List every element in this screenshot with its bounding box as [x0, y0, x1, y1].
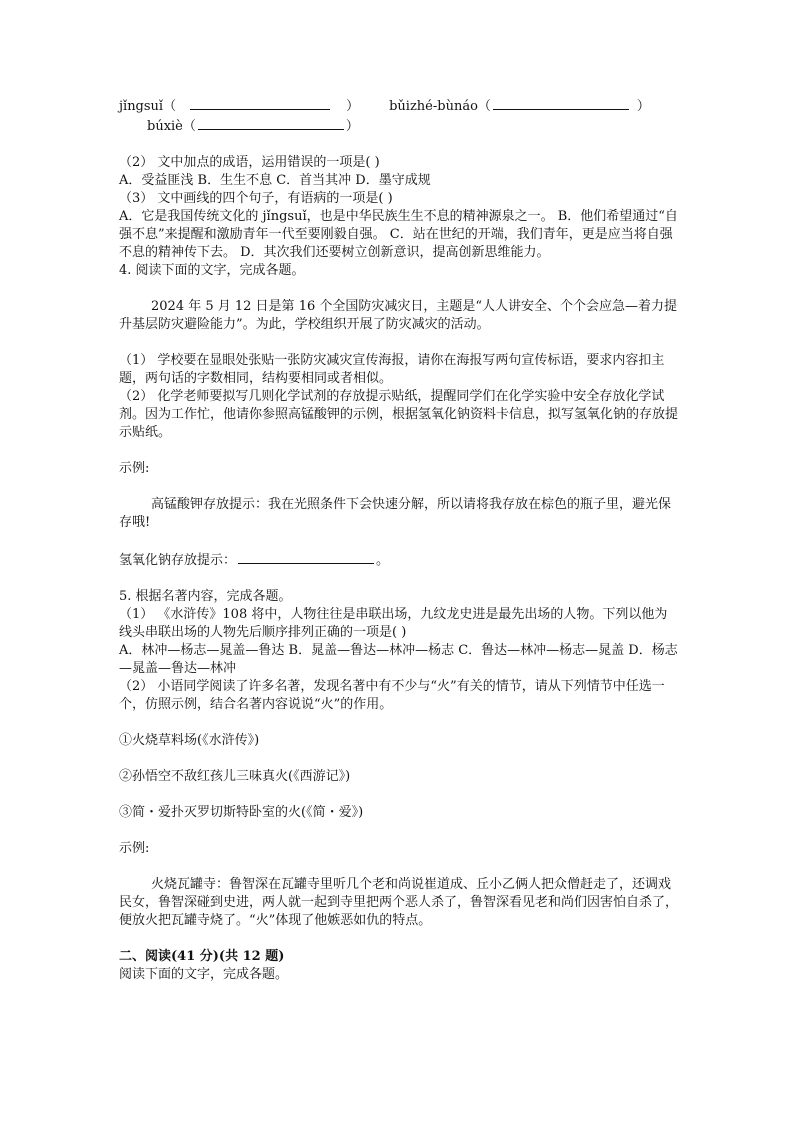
section-4-passage: 2024 年 5 月 12 日是第 16 个全国防灾减灾日，主题是“人人讲安全、个个会应急—着力提升基层防灾避险能力”。为此，学校组织开展了防灾减灾的活动。 [119, 299, 678, 332]
answer-blank[interactable] [493, 96, 629, 110]
exam-page [119, 96, 679, 984]
section-4-title: 4. 阅读下面的文字，完成各题。 [119, 263, 305, 278]
part-2-heading: 二、阅读(41 分)(共 12 题) [119, 949, 285, 964]
choice-1: ①火烧草料场(《水浒传》) [119, 733, 260, 748]
section-4-answer-line [119, 550, 679, 570]
answer-blank[interactable] [190, 96, 330, 110]
answer-label: 氢氧化钠存放提示： [119, 553, 237, 568]
answer-blank[interactable] [238, 550, 374, 564]
question-2-stem: （2） 文中加点的成语，运用错误的一项是( ) [119, 155, 380, 170]
section-4-question-2: （2） 化学老师要拟写几则化学试剂的存放提示贴纸，提醒同学们在化学实验中安全存放化学试剂。因为工作忙，他请你参照高锰酸钾的示例，根据氢氧化钠资料卡信息，拟写氢氧化钠的存放提示贴纸。 [119, 389, 679, 440]
pinyin-close: ） [636, 99, 650, 114]
pinyin-row-1 [119, 96, 679, 116]
pinyin-item-buxie [147, 116, 359, 136]
pinyin-label: búxiè（ [147, 119, 196, 134]
answer-end: 。 [376, 553, 390, 568]
pinyin-row-2 [119, 116, 679, 136]
answer-blank[interactable] [198, 116, 344, 130]
pinyin-close: ） [345, 119, 359, 134]
section-4-example-text: 高锰酸钾存放提示：我在光照条件下会快速分解，所以请将我存放在棕色的瓶子里，避光保存哦! [119, 497, 672, 530]
pinyin-label: jǐngsuǐ（ [119, 99, 177, 114]
part-2-intro: 阅读下面的文字，完成各题。 [119, 967, 289, 982]
question-3-stem: （3） 文中画线的四个句子，有语病的一项是( ) [119, 191, 393, 206]
section-4-question-1: （1） 学校要在显眼处张贴一张防灾减灾宣传海报，请你在海报写两句宣传标语，要求内容扣主题，两句话的字数相同，结构要相同或者相似。 [119, 353, 665, 386]
question-3-options: A．它是我国传统文化的 jǐngsuǐ，也是中华民族生生不息的精神源泉之一。 B．他们希望通过“自强不息”来提醒和激励青年一代至要刚毅自强。 C．站在世纪的开端，我们青年，更是应当将自强不息的精神传下去。 D．其次我们还要树立创新意识，提高创新思维能力。 [119, 209, 678, 260]
section-5-example-label: 示例: [119, 841, 150, 856]
section-5-title: 5. 根据名著内容，完成各题。 [119, 589, 292, 604]
pinyin-item-buzhebunao [389, 96, 650, 116]
pinyin-item-jingsui [119, 96, 359, 116]
section-5-question-1-stem: （1） 《水浒传》108 将中，人物往往是串联出场，九纹龙史进是最先出场的人物。下列以他为线头串联出场的人物先后顺序排列正确的一项是( ) [119, 607, 668, 640]
pinyin-close: ） [346, 99, 360, 114]
section-4-example-label: 示例: [119, 461, 150, 476]
section-5-question-2-stem: （2） 小语同学阅读了许多名著，发现名著中有不少与“火”有关的情节，请从下列情节中任选一个，仿照示例，结合名著内容说说“火”的作用。 [119, 679, 665, 712]
section-5-example-text: 火烧瓦罐寺：鲁智深在瓦罐寺里听几个老和尚说崔道成、丘小乙俩人把众僧赶走了，还调戏民女，鲁智深碰到史进，两人就一起到寺里把两个恶人杀了，鲁智深看见老和尚们因害怕自杀了，便放火把瓦罐寺烧了。“火”体现了他嫉恶如仇的特点。 [119, 877, 679, 928]
pinyin-label: bǔizhé-bùnáo（ [389, 99, 491, 114]
section-5-question-1-options: A．林冲—杨志—晁盖—鲁达 B．晁盖—鲁达—林冲—杨志 C．鲁达—林冲—杨志—晁盖 D．杨志—晁盖—鲁达—林冲 [119, 643, 678, 676]
choice-2: ②孙悟空不敌红孩儿三味真火(《西游记》) [119, 769, 351, 784]
choice-3: ③简・爱扑灭罗切斯特卧室的火(《简・爱》) [119, 805, 364, 820]
question-2-options: A．受益匪浅 B．生生不息 C．首当其冲 D．墨守成规 [119, 173, 431, 188]
